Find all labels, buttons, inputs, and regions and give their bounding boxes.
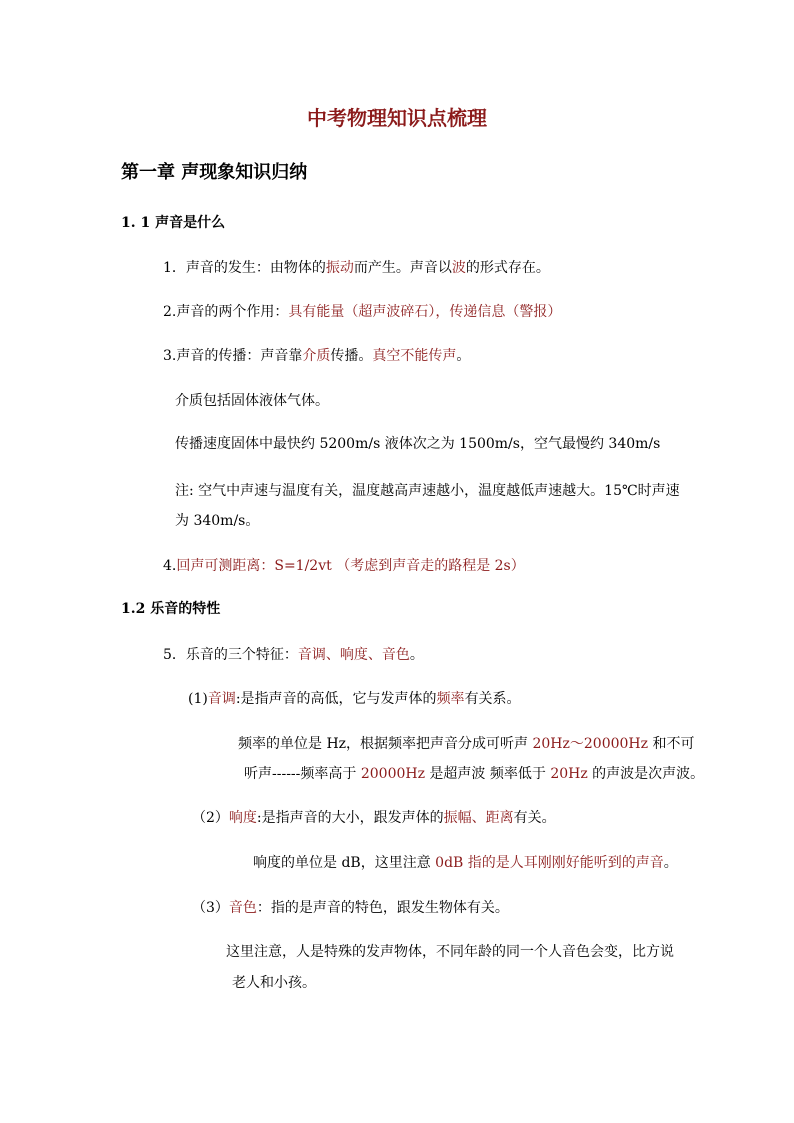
paragraph-medium: 介质包括固体液体气体。 <box>175 393 329 409</box>
text: 听声------频率高于 <box>244 766 361 782</box>
text: 。 <box>409 647 424 663</box>
paragraph-sound-origin <box>163 258 550 278</box>
highlight: 20Hz <box>550 766 588 782</box>
highlight: 具有能量（超声波碎石），传递信息（警报） <box>288 304 562 320</box>
text: 2.声音的两个作用： <box>163 304 289 320</box>
paragraph-pitch <box>188 689 521 709</box>
text: 的形式存在。 <box>465 260 550 276</box>
text: 5．乐音的三个特征： <box>163 647 298 663</box>
text: 有关系。 <box>464 691 521 707</box>
text: 1．声音的发生：由物体的 <box>163 260 326 276</box>
highlight: 回声可测距离：S=1/2vt （考虑到声音走的路程是 2s） <box>176 558 525 574</box>
note-line-1: 注: 空气中声速与温度有关，温度越高声速越小，温度越低声速越大。15℃时声速 <box>175 483 680 499</box>
text: 响度的单位是 dB，这里注意 <box>253 855 436 871</box>
note-line-2: 为 340m/s。 <box>175 513 260 529</box>
highlight: 响度 <box>228 810 257 826</box>
paragraph-sound-functions <box>163 302 561 322</box>
highlight: 20Hz～20000Hz <box>532 736 649 752</box>
paragraph-frequency-line-1 <box>238 734 694 754</box>
highlight: 音色 <box>228 900 257 916</box>
text: :是指声音的大小，跟发声体的 <box>256 810 444 826</box>
text: （2） <box>192 810 229 826</box>
paragraph-music-features <box>163 645 424 665</box>
paragraph-loudness <box>192 808 556 828</box>
paragraph-loudness-unit <box>253 853 678 873</box>
highlight: 0dB 指的是人耳刚刚好能听到的声音 <box>435 855 664 871</box>
text: 有关。 <box>513 810 556 826</box>
text: 的声波是次声波。 <box>587 766 705 782</box>
highlight: 介质 <box>302 348 331 364</box>
section-heading-1-2: 1.2 乐音的特性 <box>121 601 221 617</box>
text: 。 <box>456 348 471 364</box>
text: 传播。 <box>330 348 373 364</box>
paragraph-frequency-line-2 <box>244 764 704 784</box>
highlight: 真空不能传声 <box>372 348 457 364</box>
text: 和不可 <box>648 736 695 752</box>
paragraph-echo <box>163 556 525 576</box>
paragraph-speed: 传播速度固体中最快约 5200m/s 液体次之为 1500m/s，空气最慢约 340m/s <box>175 436 661 452</box>
section-heading-1-1: 1. 1 声音是什么 <box>121 215 226 231</box>
highlight: 振幅、距离 <box>443 810 514 826</box>
text: ：指的是声音的特色，跟发生物体有关。 <box>256 900 509 916</box>
highlight: 频率 <box>436 691 465 707</box>
paragraph-timbre-note-line-1: 这里注意，人是特殊的发声物体，不同年龄的同一个人音色会变，比方说 <box>226 944 674 960</box>
text: 频率的单位是 Hz，根据频率把声音分成可听声 <box>238 736 533 752</box>
text: 是超声波 频率低于 <box>424 766 551 782</box>
text: 3.声音的传播：声音靠 <box>163 348 303 364</box>
text: 4. <box>163 558 177 574</box>
text: 。 <box>663 855 678 871</box>
text: （3） <box>192 900 229 916</box>
highlight: 20000Hz <box>360 766 425 782</box>
highlight: 音调 <box>207 691 236 707</box>
paragraph-sound-propagation <box>163 346 470 366</box>
chapter-heading: 第一章 声现象知识归纳 <box>121 162 308 183</box>
paragraph-timbre <box>192 898 509 918</box>
page-title: 中考物理知识点梳理 <box>307 106 487 130</box>
text: (1) <box>188 691 208 707</box>
text: 而产生。声音以 <box>353 260 452 276</box>
highlight: 音调、响度、音色 <box>297 647 410 663</box>
highlight: 振动 <box>325 260 354 276</box>
paragraph-timbre-note-line-2: 老人和小孩。 <box>232 975 316 991</box>
highlight: 波 <box>451 260 466 276</box>
text: :是指声音的高低，它与发声体的 <box>235 691 437 707</box>
